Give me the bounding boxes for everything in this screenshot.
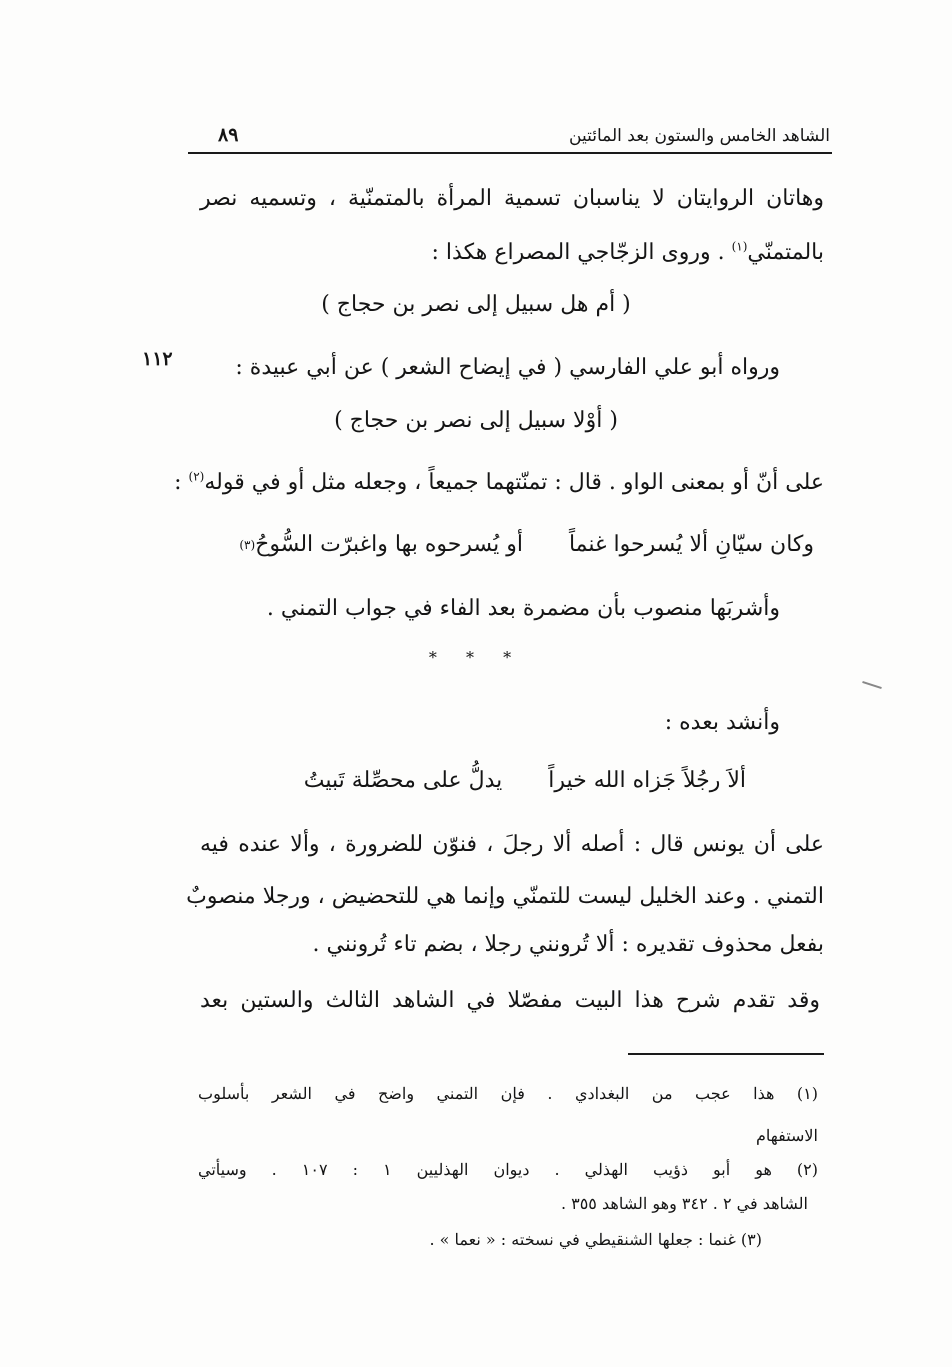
quoted-hemistich-1: ( أم هل سبيل إلى نصر بن حجاج ) — [321, 292, 631, 317]
margin-entry-number: ١١٢ — [142, 348, 173, 370]
body-line-last: وقد تقدم شرح هذا البيت مفصّلا في الشاهد الثالث والستين بعد — [200, 988, 820, 1013]
footnote-marker-2: (٢) — [188, 469, 205, 484]
quoted-hemistich-2: ( أوْلا سبيل إلى نصر بن حجاج ) — [334, 408, 618, 433]
body-line-aw-meaning — [174, 468, 824, 498]
footnote-2-line-1: (٢) هو أبو ذؤيب الهذلي . ديوان الهذليين ١ : ١٠٧ . وسيأتي — [198, 1160, 819, 1179]
body-line-aw-meaning-a: على أنّ أو بمعنى الواو . قال : تمنّتهما جميعاً ، وجعله مثل أو في قوله — [204, 470, 824, 495]
verse-1-hemistich-2: أو يُسرحوه بها واغبرّت السُّوحُ — [255, 532, 523, 557]
body-line-ashrabaha: وأشربَها منصوب بأن مضمرة بعد الفاء في جواب التمني . — [266, 596, 780, 621]
body-line-1: وهاتان الروايتان لا يناسبان تسمية المرأة بالمتمنّية ، وتسميه نصر — [200, 186, 824, 211]
body-line-2-part-a: بالمتمنّي — [747, 240, 824, 265]
section-divider: * * * — [428, 648, 524, 667]
verse-2-hemistich-1: ألاَ رجُلاً جَزاه الله خيراً — [548, 768, 746, 793]
body-line-anshada: وأنشد بعده : — [664, 710, 780, 735]
page-speck — [862, 681, 882, 689]
body-line-abu-ali: ورواه أبو علي الفارسي ( في إيضاح الشعر ) عن أبي عبيدة : — [235, 355, 780, 380]
verse-1: وكان سيّانِ ألا يُسرحوا غنماً أو يُسرحوه بها واغبرّت السُّوحُ (٣) — [239, 530, 814, 560]
verse-2-hemistich-2: يدلُّ على محصِّلة تَبيتُ — [303, 768, 503, 793]
footnote-2-line-2: الشاهد في ٢ . ٣٤٢ وهو الشاهد ٣٥٥ . — [560, 1194, 808, 1213]
body-line-yunus-2: التمني . وعند الخليل ليست للتمنّي وإنما هي للتحضيض ، ورجلا منصوبٌ — [186, 884, 824, 909]
footnote-marker-1: (١) — [731, 239, 748, 254]
running-title: الشاهد الخامس والستون بعد المائتين — [569, 126, 830, 146]
body-line-aw-meaning-b: : — [174, 470, 189, 495]
footnote-1-line-2: الاستفهام — [755, 1126, 818, 1145]
body-line-2-part-b: . وروى الزجّاجي المصراع هكذا : — [431, 240, 732, 265]
verse-2 — [304, 766, 746, 796]
page-number: ٨٩ — [218, 124, 239, 146]
body-line-yunus-1: على أن يونس قال : أصله ألا رجلَ ، فنوّن للضرورة ، وألا عنده فيه — [200, 832, 824, 857]
footnote-3-line-1: (٣) غنما : جعلها الشنقيطي في نسخته : « نعما » . — [429, 1230, 762, 1249]
footnote-separator — [628, 1053, 824, 1055]
body-line-2 — [432, 238, 824, 268]
verse-1-hemistich-1: وكان سيّانِ ألا يُسرحوا غنماً — [568, 532, 814, 557]
footnote-1-line-1: (١) هذا عجب من البغدادي . فإن التمني واضح في الشعر بأسلوب — [198, 1084, 818, 1103]
page-header — [188, 112, 832, 154]
body-line-yunus-3: بفعل محذوف تقديره : ألا تُرونني رجلا ، بضم تاء تُرونني . — [312, 932, 824, 957]
